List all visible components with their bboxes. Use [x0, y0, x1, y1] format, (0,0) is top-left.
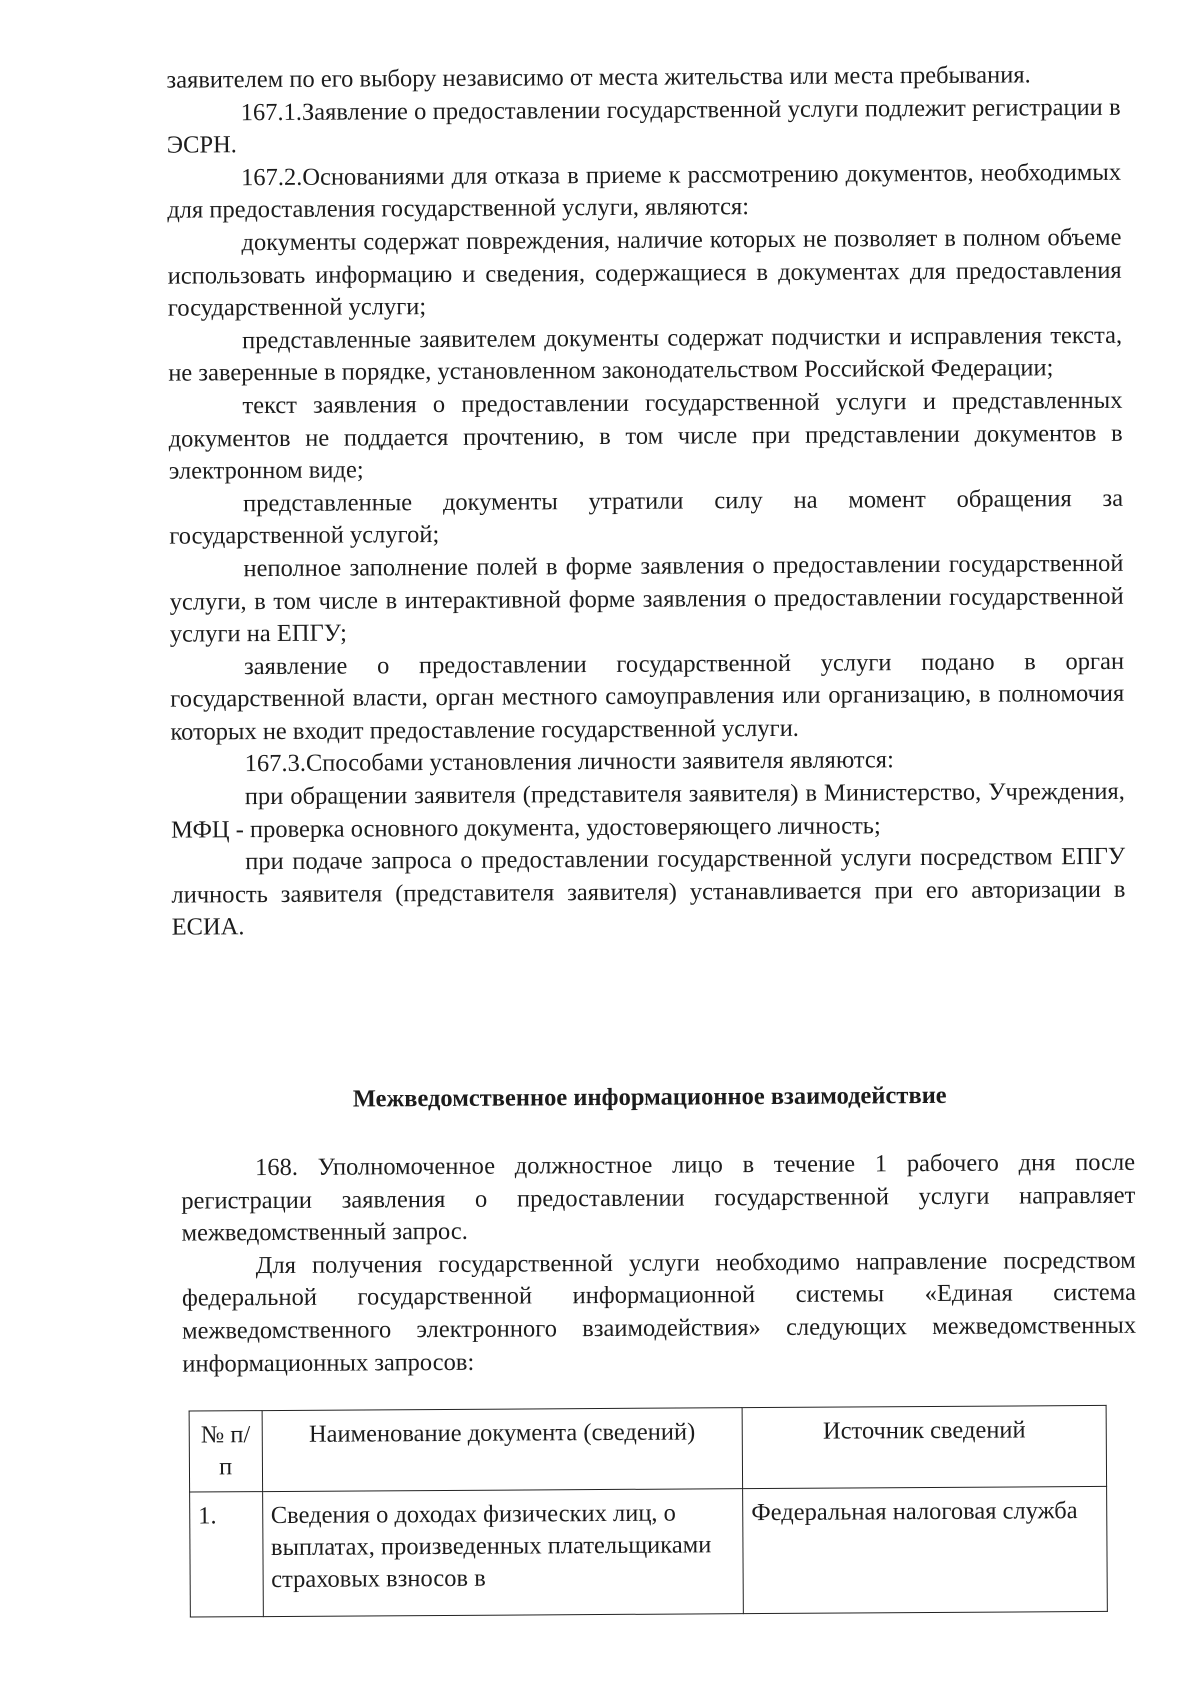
refusal-reason-incomplete-form: неполное заполнение полей в форме заявления о предоставлении государственной услуги, в том числе в интерактивной форме заявления о предоставлении государственной услуги на ЕПГУ;: [169, 549, 1124, 648]
table-cell-source: Федеральная налоговая служба: [743, 1486, 1108, 1613]
paragraph-168: 168. Уполномоченное должностное лицо в течение 1 рабочего дня после регистрации заявления о предоставлении государственной услуги направляет межведомственный запрос.: [181, 1148, 1136, 1247]
refusal-reason-wrong-authority: заявление о предоставлении государственной услуги подано в орган государственной власти, орган местного самоуправления или организацию, в полномочия которых не входит предоставление государственной услуги.: [170, 647, 1125, 746]
table-row: [190, 1486, 1108, 1617]
paragraph-167-3: 167.3.Способами установления личности заявителя являются:: [244, 746, 894, 778]
paragraph-167-2: 167.2.Основаниями для отказа в приеме к рассмотрению документов, необходимых для предоставления государственной услуги, являются:: [167, 158, 1122, 225]
interagency-requests-table: [189, 1405, 1108, 1618]
table-header-document-name: Наименование документа (сведений): [262, 1408, 743, 1492]
refusal-reason-corrections: представленные заявителем документы содержат подчистки и исправления текста, не заверенные в порядке, установленном законодательством Российской Федерации;: [168, 321, 1123, 387]
body-text-bottom: [181, 1147, 1136, 1381]
paragraph-continuation: заявителем по его выбору независимо от места жительства или места пребывания.: [166, 61, 1031, 94]
table-header-source: Источник сведений: [742, 1405, 1106, 1488]
body-text-top: [166, 59, 1125, 945]
table-cell-number: 1.: [190, 1492, 263, 1617]
table-header-number: № п/п: [189, 1411, 262, 1492]
section-heading: Межведомственное информационное взаимодействие: [352, 1081, 947, 1113]
refusal-reason-expired: представленные документы утратили силу на момент обращения за государственной услугой;: [169, 484, 1124, 550]
table-header-row: [189, 1405, 1106, 1492]
identity-method-epgu: при подаче запроса о предоставлении государственной услуги посредством ЕПГУ личность заявителя (представителя заявителя) устанавливается при его авторизации в ЕСИА.: [171, 843, 1126, 942]
table-cell-document-name: Сведения о доходах физических лиц, о выплатах, произведенных плательщиками страховых взносов в: [262, 1489, 743, 1617]
paragraph-interagency-requests: Для получения государственной услуги необходимо направление посредством федеральной государственной информационной системы «Единая система межведомственного электронного взаимодействия» следующих межведомственных информационных запросов:: [181, 1246, 1137, 1378]
refusal-reason-unreadable: текст заявления о предоставлении государственной услуги и представленных документов не поддается прочтению, в том числе при представлении документов в электронном виде;: [168, 386, 1123, 485]
paragraph-167-1: 167.1.Заявление о предоставлении государственной услуги подлежит регистрации в ЭСРН.: [166, 93, 1121, 159]
identity-method-in-person: при обращении заявителя (представителя заявителя) в Министерство, Учреждения, МФЦ - проверка основного документа, удостоверяющего личность;: [170, 777, 1125, 844]
refusal-reason-damaged-docs: документы содержат повреждения, наличие которых не позволяет в полном объеме использовать информацию и сведения, содержащиеся в документах для предоставления государственной услуги;: [167, 223, 1122, 322]
